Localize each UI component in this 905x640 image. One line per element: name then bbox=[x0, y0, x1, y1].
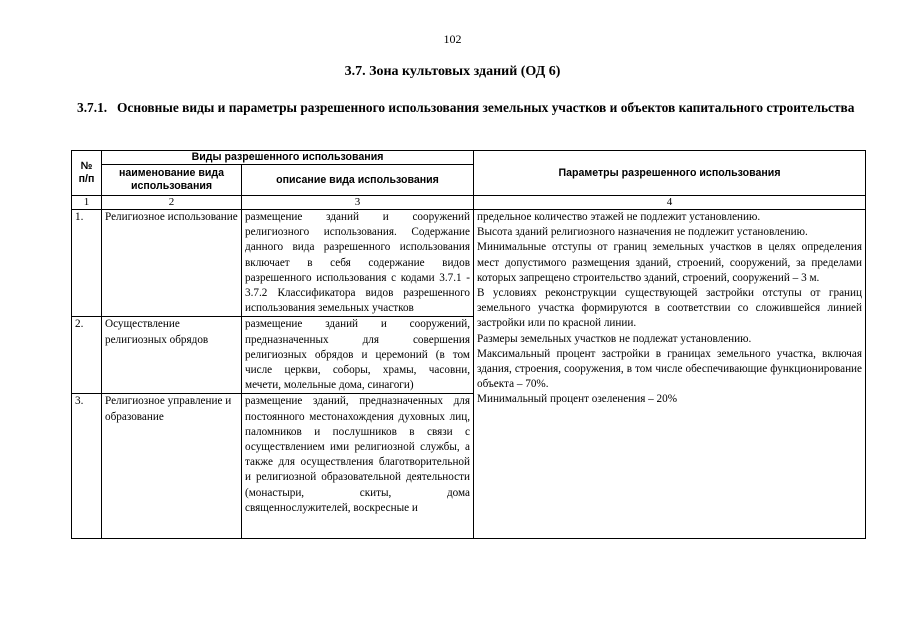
use-description: размещение зданий, предназначенных для постоянного местонахождения духовных лиц, паломников и послушников в связи с осуществлением ими религиозной службы, а также для осуществления благотворительной и религиозной образовательной деятельности (монастыри, скиты, дома священнослужителей, воскресные и bbox=[242, 394, 474, 539]
param-paragraph: Минимальные отступы от границ земельных участков в целях определения мест допустимого размещения зданий, строений, сооружений, за пределами которых запрещено строительство зданий, строений, сооружений – 3 м. bbox=[477, 241, 863, 284]
param-paragraph: Максимальный процент застройки в границах земельного участка, включая здания, строения, сооружения, в том числе обеспечивающие функционирование объекта – 70%. bbox=[477, 347, 863, 391]
col-number-2: 2 bbox=[102, 196, 242, 210]
use-description: размещение зданий и сооружений религиозного использования. Содержание данного вида разрешенного использования включает в себя содержание видов разрешенного использования с кодами 3.7.1 - 3.7.2 Классификатора видов разрешенного использования земельных участков bbox=[242, 210, 474, 317]
col-number-4: 4 bbox=[474, 196, 866, 210]
row-number: 2. bbox=[72, 317, 102, 394]
permitted-use-table bbox=[71, 150, 866, 539]
page-number: 102 bbox=[443, 32, 462, 46]
subsection-heading bbox=[77, 99, 867, 116]
param-paragraph: предельное количество этажей не подлежит установлению. bbox=[477, 211, 761, 223]
use-name: Религиозное управление и образование bbox=[102, 394, 242, 539]
col-number-1: 1 bbox=[72, 196, 102, 210]
subsection-title: Основные виды и параметры разрешенного использования земельных участков и объектов капитального строительства bbox=[117, 100, 855, 115]
col-number-3: 3 bbox=[242, 196, 474, 210]
param-paragraph: Высота зданий религиозного назначения не подлежит установлению. bbox=[477, 226, 808, 239]
use-name: Религиозное использование bbox=[102, 210, 242, 317]
row-number: 1. bbox=[72, 210, 102, 317]
section-title: 3.7. Зона культовых зданий (ОД 6) bbox=[344, 64, 561, 79]
header-use-types: Виды разрешенного использования bbox=[102, 151, 474, 165]
use-name: Осуществление религиозных обрядов bbox=[102, 317, 242, 394]
param-paragraph: В условиях реконструкции существующей застройки отступы от границ земельного участка формируются в соответствии со сложившейся линией застройки или по красной линии. bbox=[477, 287, 863, 330]
param-paragraph: Минимальный процент озеленения – 20% bbox=[477, 393, 678, 406]
header-params: Параметры разрешенного использования bbox=[474, 151, 866, 196]
table-row bbox=[72, 210, 866, 317]
use-description: размещение зданий и сооружений, предназначенных для совершения религиозных обрядов и церемоний (в том числе церкви, соборы, храмы, часовни, мечети, молельные дома, синагоги) bbox=[242, 317, 474, 394]
subsection-number: 3.7.1. bbox=[77, 100, 108, 115]
header-num: № п/п bbox=[72, 151, 102, 196]
header-use-desc: описание вида использования bbox=[242, 165, 474, 196]
param-paragraph: Размеры земельных участков не подлежат установлению. bbox=[477, 332, 752, 345]
header-use-name: наименование вида использования bbox=[102, 165, 242, 196]
row-number: 3. bbox=[72, 394, 102, 539]
params-cell bbox=[474, 210, 866, 539]
